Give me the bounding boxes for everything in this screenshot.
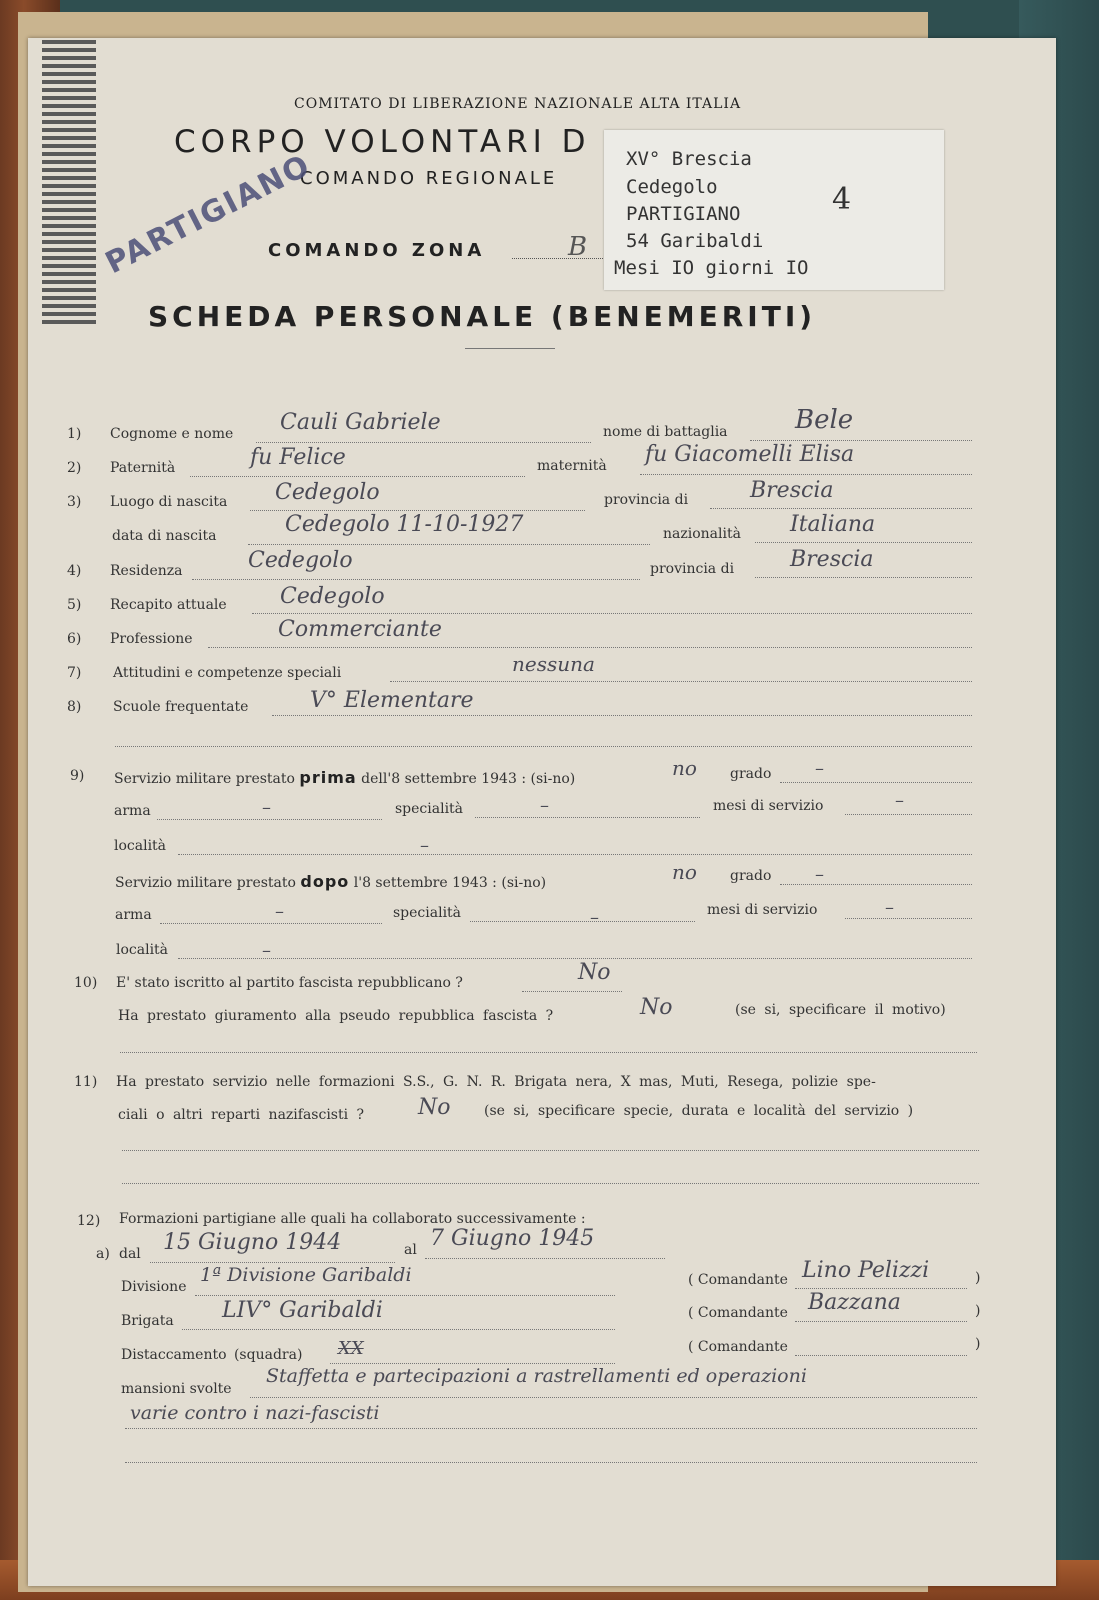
- subfield-letter: a): [96, 1246, 110, 1262]
- field-number: 10): [74, 975, 98, 991]
- field-line: [178, 854, 972, 855]
- field-number: 11): [74, 1074, 98, 1090]
- profession-label: Professione: [110, 631, 193, 647]
- maternity-value: fu Giacomelli Elisa: [645, 442, 855, 467]
- field-line: [272, 715, 972, 716]
- field-line: [845, 814, 972, 815]
- field-number: 6): [67, 631, 82, 647]
- fascist-party-label: E' stato iscritto al partito fascista repubblicano ?: [116, 975, 463, 991]
- arm-label: arma: [114, 803, 151, 819]
- rank-value: –: [815, 864, 824, 885]
- maternity-label: maternità: [537, 458, 607, 474]
- specialty-value: –: [590, 907, 599, 928]
- brigade-commander-value: Bazzana: [808, 1290, 901, 1315]
- rank-value: –: [815, 758, 824, 779]
- field-line: [250, 1397, 977, 1398]
- field-line: [115, 746, 972, 747]
- page-title: SCHEDA PERSONALE (BENEMERITI): [148, 300, 817, 333]
- field-line: [120, 1052, 977, 1053]
- skills-label: Attitudini e competenze speciali: [113, 665, 342, 681]
- duties-value-continued: varie contro i nazi-fascisti: [130, 1402, 380, 1424]
- archive-label-line: XV° Brescia: [626, 148, 752, 170]
- service-before-emphasis: prima: [299, 768, 357, 787]
- archive-label-line: PARTIGIANO: [626, 203, 741, 225]
- months-label: mesi di servizio: [713, 798, 824, 814]
- field-line: [390, 681, 972, 682]
- division-commander-label: ( Comandante: [688, 1272, 788, 1288]
- nationality-value: Italiana: [790, 512, 876, 537]
- schools-label: Scuole frequentate: [113, 699, 249, 715]
- schools-value: V° Elementare: [310, 688, 474, 713]
- from-label: dal: [119, 1246, 141, 1262]
- address-label: Recapito attuale: [110, 597, 227, 613]
- address-value: Cedegolo: [280, 584, 385, 609]
- binding-strip: [42, 40, 96, 328]
- title-divider: [465, 348, 555, 349]
- service-date-text: dell'8 settembre 1943 : (si-no): [361, 771, 576, 787]
- field-line: [710, 508, 972, 509]
- field-line: [795, 1288, 967, 1289]
- service-label-text: Servizio militare prestato: [115, 875, 296, 891]
- detachment-label: Distaccamento (squadra): [121, 1347, 303, 1363]
- service-before-label: [114, 768, 575, 787]
- months-label: mesi di servizio: [707, 902, 818, 918]
- surname-value: Cauli Gabriele: [280, 410, 441, 435]
- partisan-formations-label: Formazioni partigiane alle quali ha collaborato successivamente :: [119, 1211, 586, 1227]
- field-number: 12): [77, 1213, 101, 1229]
- specialty-label: specialità: [395, 801, 464, 817]
- division-label: Divisione: [121, 1279, 187, 1295]
- detachment-value: XX: [338, 1338, 364, 1359]
- field-number: 4): [67, 563, 82, 579]
- field-number: 3): [67, 494, 82, 510]
- birthplace-label: Luogo di nascita: [110, 494, 228, 510]
- field-line: [475, 817, 700, 818]
- archive-label: [604, 130, 944, 290]
- nazifascist-service-label: Ha prestato servizio nelle formazioni S.S., G. N. R. Brigata nera, X mas, Muti, Resega, polizie spe-: [116, 1074, 876, 1090]
- field-line: [182, 1329, 615, 1330]
- birthplace-value: Cedegolo: [275, 480, 380, 505]
- division-commander-value: Lino Pelizzi: [802, 1258, 930, 1283]
- detachment-commander-label: ( Comandante: [688, 1339, 788, 1355]
- service-date-text: l'8 settembre 1943 : (si-no): [353, 875, 547, 891]
- residence-province-label: provincia di: [650, 561, 735, 577]
- from-value: 15 Giugno 1944: [163, 1230, 342, 1255]
- fascist-party-value: No: [578, 960, 611, 985]
- months-value: –: [885, 897, 894, 918]
- zone-value: B: [568, 232, 588, 262]
- bracket-close: ): [975, 1270, 981, 1286]
- header-zone-label: COMANDO ZONA: [268, 240, 486, 261]
- service-after-emphasis: dopo: [300, 872, 350, 891]
- rank-label: grado: [730, 766, 772, 782]
- to-value: 7 Giugno 1945: [430, 1226, 595, 1251]
- nationality-label: nazionalità: [663, 526, 741, 542]
- partigiano-stamp: PARTIGIANO: [100, 147, 317, 282]
- birth-province-value: Brescia: [750, 478, 834, 503]
- header-regional-command: COMANDO REGIONALE: [300, 168, 558, 189]
- residence-province-value: Brescia: [790, 547, 874, 572]
- battle-name-label: nome di battaglia: [603, 424, 728, 440]
- field-line: [795, 1321, 967, 1322]
- field-line: [640, 474, 972, 475]
- arm-value: –: [262, 797, 271, 818]
- field-line: [330, 1363, 615, 1364]
- location-value: –: [420, 835, 429, 856]
- months-value: –: [895, 790, 904, 811]
- nazifascist-units-label: ciali o altri reparti nazifascisti ?: [118, 1107, 365, 1123]
- oath-note: (se si, specificare il motivo): [735, 1002, 946, 1018]
- skills-value: nessuna: [512, 652, 595, 676]
- residence-value: Cedegolo: [248, 548, 353, 573]
- service-after-value: no: [672, 860, 697, 884]
- field-line: [125, 1462, 977, 1463]
- field-line: [795, 1355, 967, 1356]
- field-number: 1): [67, 426, 82, 442]
- archive-label-mark: 4: [832, 182, 852, 217]
- arm-label: arma: [115, 907, 152, 923]
- archive-label-line: Cedegolo: [626, 176, 718, 198]
- surname-label: Cognome e nome: [110, 426, 234, 442]
- field-line: [256, 442, 591, 443]
- field-line: [190, 476, 525, 477]
- duties-label: mansioni svolte: [121, 1381, 232, 1397]
- field-line: [160, 923, 382, 924]
- field-line: [150, 1262, 395, 1263]
- field-number: 8): [67, 699, 82, 715]
- field-line: [195, 1295, 615, 1296]
- oath-value: No: [640, 995, 673, 1020]
- field-line: [122, 1150, 979, 1151]
- rank-label: grado: [730, 868, 772, 884]
- field-number: 9): [70, 768, 85, 784]
- field-line: [125, 1428, 977, 1429]
- field-line: [750, 440, 972, 441]
- field-line: [780, 884, 972, 885]
- to-label: al: [404, 1242, 417, 1258]
- archive-label-line: Mesi IO giorni IO: [614, 257, 809, 279]
- location-value: –: [262, 940, 271, 961]
- nazifascist-note: (se si, specificare specie, durata e località del servizio ): [484, 1103, 914, 1119]
- bracket-close: ): [975, 1336, 981, 1352]
- bracket-close: ): [975, 1303, 981, 1319]
- division-value: 1ª Divisione Garibaldi: [200, 1264, 412, 1286]
- oath-label: Ha prestato giuramento alla pseudo repubblica fascista ?: [118, 1008, 554, 1024]
- paternity-label: Paternità: [110, 460, 176, 476]
- nazifascist-value: No: [418, 1095, 451, 1120]
- field-line: [470, 921, 695, 922]
- header-committee: COMITATO DI LIBERAZIONE NAZIONALE ALTA ITALIA: [294, 96, 742, 112]
- location-label: località: [116, 942, 169, 958]
- field-line: [250, 510, 585, 511]
- field-line: [755, 542, 972, 543]
- field-line: [192, 579, 640, 580]
- paternity-value: fu Felice: [250, 445, 346, 470]
- birthdate-value: Cedegolo 11-10-1927: [285, 512, 524, 537]
- field-line: [178, 958, 972, 959]
- duties-value: Staffetta e partecipazioni a rastrellamenti ed operazioni: [266, 1365, 807, 1387]
- service-label-text: Servizio militare prestato: [114, 771, 295, 787]
- location-label: località: [114, 838, 167, 854]
- service-before-value: no: [672, 756, 697, 780]
- residence-label: Residenza: [110, 563, 183, 579]
- field-line: [755, 577, 972, 578]
- field-line: [425, 1258, 665, 1259]
- field-number: 5): [67, 597, 82, 613]
- field-line: [522, 991, 622, 992]
- battle-name-value: Bele: [795, 405, 854, 435]
- archive-label-line: 54 Garibaldi: [626, 230, 764, 252]
- birthdate-label: data di nascita: [112, 528, 217, 544]
- arm-value: –: [275, 901, 284, 922]
- brigade-value: LIV° Garibaldi: [222, 1298, 383, 1323]
- field-line: [157, 819, 382, 820]
- brigade-commander-label: ( Comandante: [688, 1305, 788, 1321]
- field-line: [248, 544, 650, 545]
- field-line: [208, 647, 972, 648]
- zone-field-line: [512, 258, 607, 259]
- field-line: [780, 782, 972, 783]
- field-line: [845, 918, 972, 919]
- field-line: [122, 1183, 979, 1184]
- specialty-value: –: [540, 795, 549, 816]
- field-line: [252, 613, 972, 614]
- service-after-label: [115, 872, 546, 891]
- birth-province-label: provincia di: [604, 492, 689, 508]
- brigade-label: Brigata: [121, 1313, 174, 1329]
- profession-value: Commerciante: [278, 617, 442, 642]
- header-corps: CORPO VOLONTARI D: [174, 124, 591, 160]
- field-number: 7): [67, 665, 82, 681]
- specialty-label: specialità: [393, 905, 462, 921]
- field-number: 2): [67, 460, 82, 476]
